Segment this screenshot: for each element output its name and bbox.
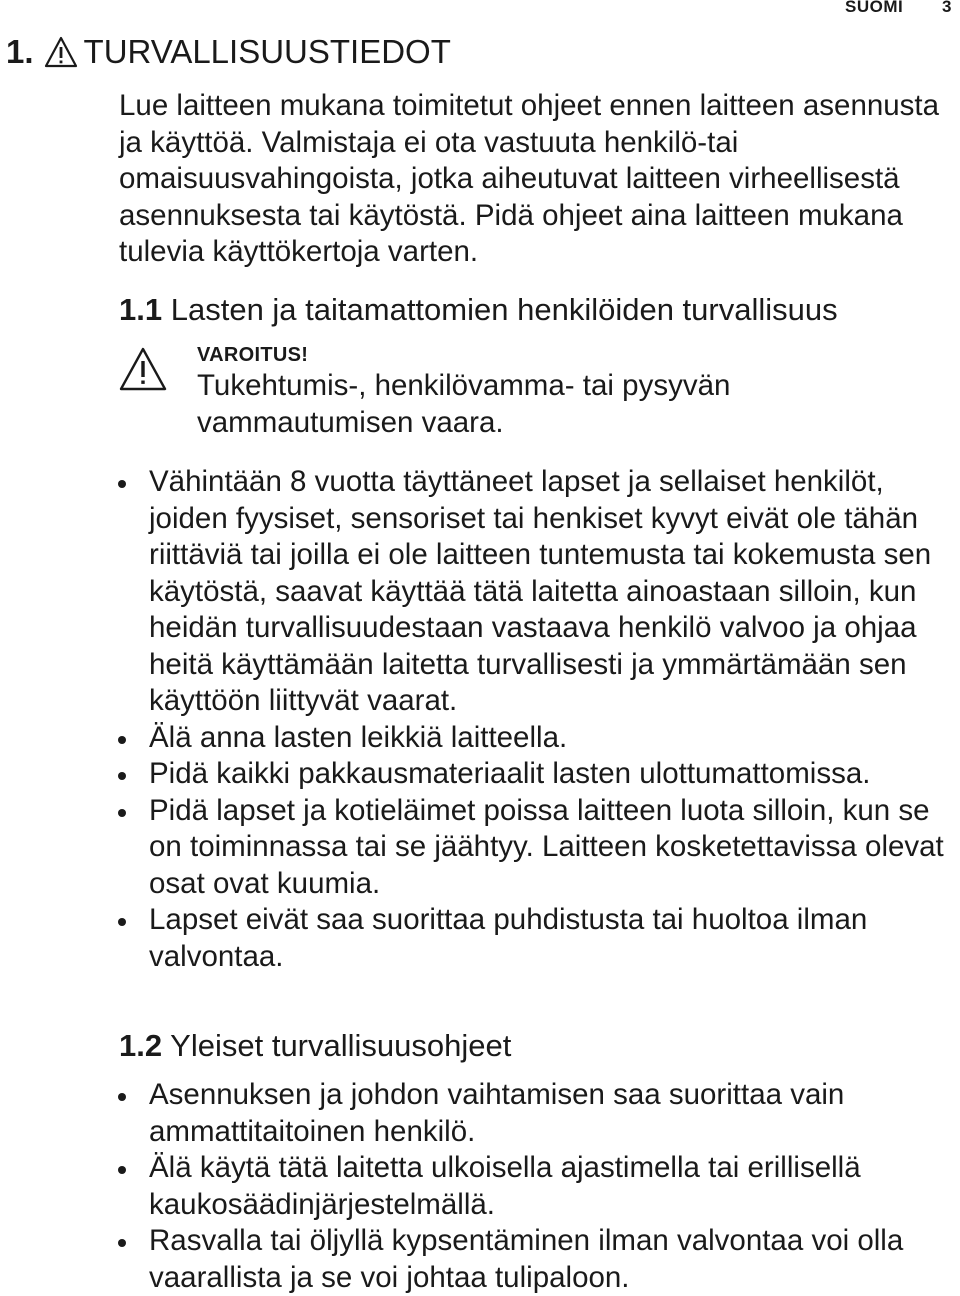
chapter-title [6,30,451,74]
section-number: 1.1 [119,292,163,327]
section-title-text: Lasten ja taitamattomien henkilöiden turvallisuus [170,292,838,327]
bullet-icon [118,1166,126,1174]
section-number: 1.2 [119,1028,163,1063]
list-item: Älä käytä tätä laitetta ulkoisella ajastimella tai erillisellä kaukosäädinjärjestelmällä. [0,1150,955,1223]
list-item: Pidä kaikki pakkausmateriaalit lasten ulottumattomissa. [0,756,955,793]
chapter-title-text: TURVALLISUUSTIEDOT [83,33,451,70]
list-item: Pidä lapset ja kotieläimet poissa laitteen luota silloin, kun se on toiminnassa tai se jäähtyy. Laitteen kosketettavissa olevat osat ovat kuumia. [0,793,955,903]
bullet-icon [118,736,126,744]
section-title-general-safety [119,1026,511,1066]
warning-text: Tukehtumis-, henkilövamma- tai pysyvän vammautumisen vaara. [197,369,731,439]
section-title-children-safety [119,290,838,330]
intro-paragraph: Lue laitteen mukana toimitetut ohjeet ennen laitteen asennusta ja käyttöä. Valmistaja ei ota vastuuta henkilö-tai omaisuusvahingoista, jotka aiheutuvat laitteen virheellisestä asennuksesta tai käytöstä. Pidä ohjeet aina laitteen mukana tulevia käyttökertoja varten. [119,89,940,268]
warning-triangle-icon [44,36,78,68]
children-safety-list [0,464,960,975]
bullet-icon [118,1239,126,1247]
warning-label: VAROITUS! [197,344,309,366]
list-item: Älä anna lasten leikkiä laitteella. [0,720,955,757]
general-safety-list [0,1077,960,1296]
bullet-icon [118,480,126,488]
page-number: 3 [942,0,952,16]
section-title-text: Yleiset turvallisuusohjeet [170,1028,512,1063]
bullet-icon [118,1093,126,1101]
bullet-icon [118,809,126,817]
language-label: SUOMI [845,0,904,16]
warning-triangle-icon [118,346,168,392]
chapter-number: 1. [6,33,34,70]
bullet-icon [118,772,126,780]
list-item: Vähintään 8 vuotta täyttäneet lapset ja sellaiset henkilöt, joiden fyysiset, sensoriset tai henkiset kyvyt eivät ole tähän riittäviä tai joilla ei ole laitteen tuntemusta tai kokemusta sen käytöstä, saavat käyttää tätä laitetta ainoastaan silloin, kun heidän turvallisuudestaan vastaava henkilö valvoo ja ohjaa heitä käyttämään laitetta turvallisesti ja ymmärtämään sen käyttöön liittyvät vaarat. [0,464,955,720]
page-header [0,0,960,20]
list-item: Asennuksen ja johdon vaihtamisen saa suorittaa vain ammattitaitoinen henkilö. [0,1077,955,1150]
warning-block [197,342,937,441]
list-item: Rasvalla tai öljyllä kypsentäminen ilman valvontaa voi olla vaarallista ja se voi johtaa tulipaloon. [0,1223,955,1296]
bullet-icon [118,918,126,926]
list-item: Lapset eivät saa suorittaa puhdistusta tai huoltoa ilman valvontaa. [0,902,955,975]
